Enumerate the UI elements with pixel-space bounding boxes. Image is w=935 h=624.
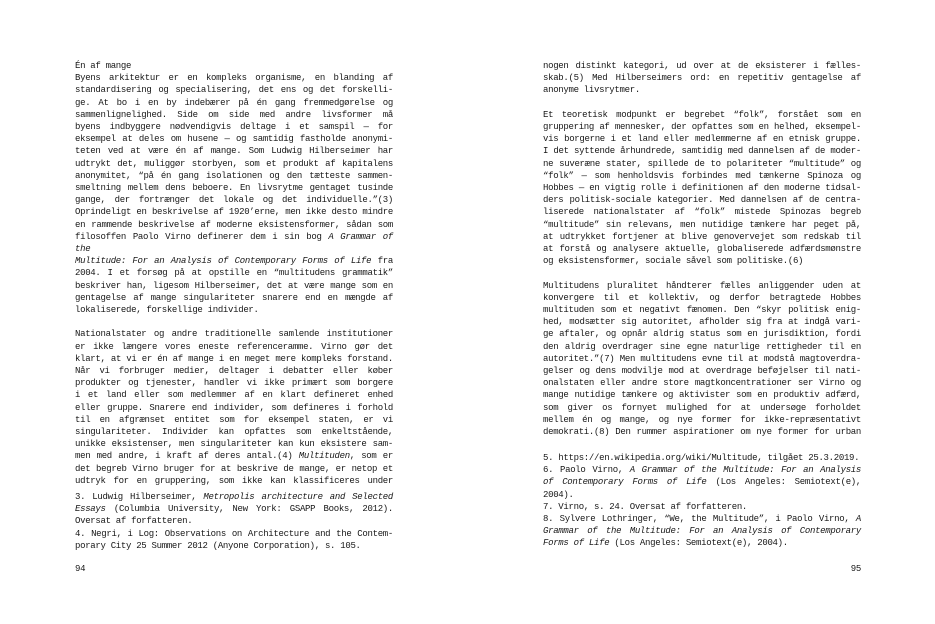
text-line: standardisering og specialisering, det ens og det forskelli- — [75, 85, 393, 96]
text-line: men med andre, i kraft af deres antal.(4) Multituden, som er — [75, 451, 393, 462]
text-line: i et land eller som medlemmer af en klart defineret enhed — [75, 390, 393, 401]
body-paragraph — [543, 109, 861, 268]
text-line: ne suveræne stater, spillede de to polariteter “multitude” og — [543, 158, 861, 169]
text-line: ders politisk-sociale kategorier. Med dannelsen af de centra- — [543, 195, 861, 206]
text-line: byens indbyggere nødvendigvis deltage i et samspil — for — [75, 122, 393, 133]
text-line: “folk” — som henholdsvis forbindes med tænkerne Spinoza og — [543, 170, 861, 181]
text-line: produkter og tjenester, handler vi ikke primært som borgere — [75, 378, 393, 389]
footnote — [543, 464, 861, 501]
body-paragraph — [543, 280, 861, 439]
page-number-left: 94 — [75, 564, 86, 574]
text-line: Nationalstater og andre traditionelle samlende institutioner — [75, 329, 393, 340]
text-line: Et teoretisk modpunkt er begrebet “folk”, forstået som en — [543, 109, 861, 120]
text-line: gruppering af mennesker, der opfattes som en helhed, eksempel- — [543, 122, 861, 132]
text-line: gange, der fortrænger det lokale og det individuelle.”(3) — [75, 195, 393, 206]
body-paragraph — [75, 72, 393, 316]
text-line: udtryk for en gruppering, som ikke kan klassificeres under — [75, 475, 393, 486]
section-heading — [75, 60, 393, 72]
text-line: beskriver han, ligesom Hilberseimer, det at være mange som en — [75, 280, 393, 291]
text-line: at forstå og analysere aktuelle, globaliserede adfærdsmønstre — [543, 244, 861, 255]
footnotes-right — [543, 452, 861, 550]
text-line: gelser og dens modvilje mod at overdrage beføjelser til nati- — [543, 366, 861, 377]
text-line: “multitude” sin relevans, men nutidige tænkere har peget på, — [543, 219, 861, 230]
text-line: Én af mange — [75, 61, 132, 71]
text-line: autoritet.”(7) Men multitudens evne til at modstå magtoverdra- — [543, 353, 861, 364]
text-line: at udtrykket fortjener at blive genovervejet som redskab til — [543, 231, 861, 242]
text-line: anonymitet, “på én gang isolationen og den tætteste sammen- — [75, 170, 393, 181]
text-line: Forms of Life (Los Angeles: Semiotext(e), 2004). — [543, 538, 788, 549]
text-line: 2004. I et forsøg på at opstille en “multitudens grammatik” — [75, 268, 393, 279]
text-line: teten ved at være én af mange. Som Ludwig Hilberseimer har — [75, 146, 393, 157]
text-line: anonyme livsrytmer. — [543, 85, 640, 96]
text-line: 8. Sylvere Lothringer, “We, the Multitude”, i Paolo Virno, A — [543, 514, 861, 525]
text-line: til en afgrænset entitet som for eksempel staten, er vi — [75, 414, 393, 425]
text-line: Oprindeligt en beskrivelse af 1920’erne, men ikke desto mindre — [75, 207, 393, 218]
text-line: porary City 25 Summer 2012 (Anyone Corporation), s. 105. — [75, 540, 361, 551]
text-line: en rammende beskrivelse af moderne eksistensformer, sådan som — [75, 219, 393, 230]
page-right-body — [543, 60, 861, 438]
text-line: hed, modsætter sig autoritet, afholder sig fra at indgå vari- — [543, 317, 861, 328]
text-line: mellem én og mange, og nye former for ikke-repræsentativt — [543, 414, 861, 425]
text-line: singulariteter. Individer kan opfattes som enkeltstående, — [75, 427, 393, 438]
footnote — [543, 513, 861, 550]
text-line: 4. Negri, i Log: Observations on Architecture and the Contem- — [75, 528, 393, 539]
text-line: Grammar of the Multitude: For an Analysis of Contemporary — [543, 526, 861, 537]
footnote — [75, 528, 393, 552]
footnote — [543, 452, 861, 464]
text-line: lokaliserede, forskellige individer. — [75, 305, 259, 316]
text-line: gentagelse af mange singulariteter snarere end en mængde af — [75, 292, 393, 303]
page-left-body — [75, 60, 393, 487]
text-line: som giver os fornyet mulighed for at undersøge forholdet — [543, 402, 861, 413]
text-line: det begreb Virno bruger for at beskrive de mange, er netop et — [75, 463, 393, 474]
text-line: Hobbes — en vigtig rolle i definitionen af den moderne tidsal- — [543, 183, 861, 194]
text-line: skab.(5) Med Hilberseimers ord: en repetitiv gentagelse af — [543, 73, 861, 84]
text-line: 6. Paolo Virno, A Grammar of the Multitude: For an Analysis — [543, 465, 861, 476]
text-line: ge aftaler, og opnår aldrig status som en jurisdiktion, fordi — [543, 329, 861, 340]
text-line: 2004). — [543, 489, 574, 500]
footnote — [543, 501, 861, 513]
text-line: liserede nationalstater af “folk” mistede Spinozas begreb — [543, 207, 861, 218]
text-line: 5. https://en.wikipedia.org/wiki/Multitude, tilgået 25.3.2019. — [543, 453, 860, 463]
text-line: 7. Virno, s. 24. Oversat af forfatteren. — [543, 501, 748, 512]
text-line: sammenlignelighed. Side om side med andre livsformer må — [75, 109, 393, 120]
text-line: onalstaten eller andre store magtkoncentrationer ser Virno og — [543, 378, 861, 389]
body-paragraph — [543, 60, 861, 97]
text-line: filosoffen Paolo Virno definerer dem i sin bog A Grammar of the — [75, 231, 393, 255]
text-line: konvergere til et kollektiv, og derfor betragtede Hobbes — [543, 292, 861, 303]
text-line: 3. Ludwig Hilberseimer, Metropolis architecture and Selected — [75, 492, 393, 502]
text-line: og eksistensformer, sociale såvel som politiske.(6) — [543, 256, 804, 267]
text-line: Essays (Columbia University, New York: GSAPP Books, 2012). — [75, 504, 393, 515]
text-line: Oversat af forfatteren. — [75, 516, 193, 527]
text-line: smeltning mellem dens beboere. En livsrytme gentaget tusinde — [75, 183, 393, 194]
text-line: vis borgerne i et land eller medlemmerne af en etnisk gruppe. — [543, 134, 861, 145]
text-line: Når vi forbruger medier, deltager i debatter eller køber — [75, 366, 393, 377]
text-line: I det syttende århundrede, samtidig med dannelsen af de moder- — [543, 146, 861, 157]
text-line: klart, at vi er én af mange i en meget mere kompleks forstand. — [75, 353, 393, 364]
page-number-right: 95 — [850, 564, 861, 574]
body-paragraph — [75, 328, 393, 487]
text-line: er ikke længere vores eneste referenceramme. Virno gør det — [75, 341, 393, 352]
text-line: nogen distinkt kategori, ud over at de eksisterer i fælles- — [543, 61, 861, 71]
text-line: multituden som et negativt fænomen. Den “skyr politisk enig- — [543, 305, 861, 316]
text-line: eksempel at deles om husene — og samtidig fastholde anonymi- — [75, 134, 393, 145]
text-line: ge. At bo i en by indebærer på én gang fremmedgørelse og — [75, 97, 393, 108]
footnotes-left — [75, 491, 393, 552]
text-line: mange nutidige tænkere og aktivister som en produktiv adfærd, — [543, 390, 861, 401]
text-line: unikke eksistenser, men singulariteter kan kun eksistere sam- — [75, 439, 393, 450]
text-line: Byens arkitektur er en kompleks organisme, en blanding af — [75, 73, 393, 84]
footnote — [75, 491, 393, 528]
text-line: of Contemporary Forms of Life (Los Angeles: Semiotext(e), — [543, 477, 861, 488]
text-line: Multitudens pluralitet håndterer fælles anliggender uden at — [543, 280, 861, 291]
text-line: den aldrig overdrager sine egne naturlige rettigheder til en — [543, 341, 861, 352]
text-line: eller gruppe. Snarere end individer, som defineres i forhold — [75, 402, 393, 413]
text-line: Multitude: For an Analysis of Contemporary Forms of Life fra — [75, 256, 393, 267]
text-line: udtrykt det, muliggør storbyen, som et produkt af kapitalens — [75, 158, 393, 169]
text-line: demokrati.(8) Den rummer aspirationer om nye former for urban — [543, 427, 861, 438]
